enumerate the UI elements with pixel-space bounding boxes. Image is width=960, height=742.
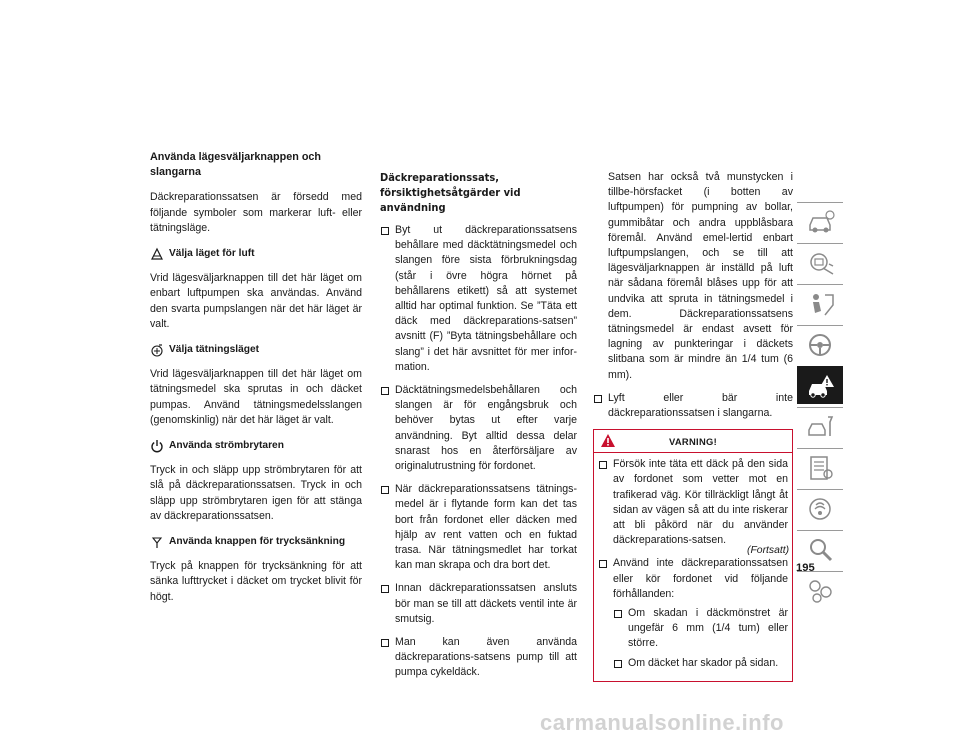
deflate-icon <box>150 535 164 549</box>
paragraph-air-mode: Vrid lägesväljarknappen till det här läget om enbart luftpumpen ska användas. Använd den svarta pumpslangen när det här läget är valt. <box>150 272 362 330</box>
tab-safety[interactable] <box>797 284 843 322</box>
subheading-label: Använda knappen för trycksänkning <box>169 536 346 548</box>
tab-multimedia[interactable] <box>797 489 843 527</box>
tab-car-info[interactable] <box>797 202 843 240</box>
tab-service[interactable] <box>797 407 843 445</box>
left-column <box>150 150 362 615</box>
list-item: Försök inte täta ett däck på den sida av fordonet som vetter mot en trafikerad väg. Kör tillräckligt långt åt sidan av vägen så att du inte riskerar att bli påkörd när du använder däckreparations-satsen. <box>598 457 788 548</box>
list-item: Lyft eller bär inte däckreparationssatsen i slangarna. <box>593 391 793 421</box>
watermark: carmanualsonline.info <box>540 710 784 735</box>
list-item-text: Använd inte däckreparationssatsen eller kör fordonet vid följande förhållanden: <box>613 557 788 600</box>
safety-icon <box>807 291 835 317</box>
service-icon <box>807 414 835 440</box>
sub-list-item: Om skadan i däckmönstret är ungefär 6 mm (1/4 tum) eller större. <box>613 606 788 652</box>
warning-list <box>598 457 788 671</box>
power-icon <box>150 439 164 453</box>
heading-line: Däckreparationssats, <box>380 171 500 184</box>
chapter-tabs <box>797 202 845 612</box>
sealant-mode-icon <box>150 343 164 357</box>
paragraph-sealant-mode: Vrid lägesväljarknappen till det här läget om tätningsmedel ska sprutas in och däcket pumpas. Använd tätningsmedelsslangen (genomskinlig) när det här läget är valt. <box>150 368 362 426</box>
warning-title: VARNING! <box>668 435 718 447</box>
paragraph-deflate: Tryck på knappen för trycksänkning för att sänka lufttrycket i däcket om trycket blivit för högt. <box>150 560 362 603</box>
precautions-heading <box>380 170 577 215</box>
right-column <box>593 170 793 682</box>
sub-list-item: Om däcket har skador på sidan. <box>613 656 788 671</box>
tab-warning-lights[interactable] <box>797 243 843 281</box>
lift-list <box>593 391 793 421</box>
subheading-power <box>150 438 362 453</box>
specifications-icon <box>807 455 835 481</box>
continued-label: (Fortsatt) <box>747 545 790 556</box>
warning-lights-icon <box>807 250 835 276</box>
heading-line: försiktighetsåtgärder vid användning <box>380 186 521 214</box>
list-item: När däckreparationssatsens tätnings-medel är i flytande form kan det tas bort från fordonet eller däcken med hjälp av rent vatten och en fuktad trasa. När tätningsmedlet har torkat kan man skrapa och dra bort det. <box>380 482 577 573</box>
page-number: 195 <box>796 562 815 574</box>
section-heading: Använda lägesväljarknappen och slangarna <box>150 151 322 179</box>
tab-specifications[interactable] <box>797 448 843 486</box>
car-info-icon <box>807 209 835 235</box>
list-item: Däcktätningsmedelsbehållaren och slangen är för engångsbruk och behöver bytas ut efter varje användning. Byt alltid dessa delar snarast hos en återförsäljare av originalutrustning för fordonet. <box>380 383 577 474</box>
sub-list <box>613 606 788 671</box>
list-item <box>598 556 788 670</box>
tab-emergency[interactable] <box>797 366 843 404</box>
continued-paragraph: Satsen har också två munstycken i tillbe-hörsfacket (i botten av luftpumpen) för pumpning av bollar, gummibåtar och andra uppblåsbara föremål. Använd emel-lertid enbart luftpumpslangen, och se till att lägesväljarknappen är inställd på luft när sådana föremål blåses upp för att undvika att spruta in tätningsmedel i dem. Däckreparationssatsens tätningsmedel är endast avsett för lagning av punkteringar i däckets slitbana som är mindre än 1/4 tum (6 mm). <box>608 171 793 381</box>
list-item: Innan däckreparationssatsen ansluts bör man se till att däckets ventil inte är smutsig. <box>380 581 577 627</box>
subheading-air-mode <box>150 246 362 261</box>
steering-wheel-icon <box>807 332 835 358</box>
subheading-deflate <box>150 534 362 549</box>
air-mode-icon <box>150 247 164 261</box>
subheading-label: Använda strömbrytaren <box>169 440 284 452</box>
index-search-icon <box>807 537 835 563</box>
warning-triangle-icon <box>600 433 616 448</box>
subheading-sealant-mode <box>150 342 362 357</box>
precautions-list <box>380 223 577 681</box>
subheading-label: Välja läget för luft <box>169 248 255 260</box>
language-icon <box>807 578 835 604</box>
tab-index[interactable] <box>797 530 843 568</box>
list-item: Byt ut däckreparationssatsens behållare med däcktätningsmedel och slangen före sista förbrukningsdag (står i övre högra hörnet på behållarens etikett) så att systemet alltid har optimal funktion. Se ”Täta ett däck med däckreparations-satsen” avsnitt (F) ”Byta tätningsbehållare och slang” i det här avsnittet för mer infor-mation. <box>380 223 577 375</box>
tab-steering[interactable] <box>797 325 843 363</box>
intro-paragraph: Däckreparationssatsen är försedd med följande symboler som markerar luft- eller tätningsläge. <box>150 191 362 234</box>
multimedia-icon <box>807 496 835 522</box>
tab-language[interactable] <box>797 571 843 609</box>
paragraph-power: Tryck in och släpp upp strömbrytaren för att slå på däckreparationssatsen. Tryck in och släpp upp strömbrytaren igen för att stänga av däckreparationssatsen. <box>150 464 362 522</box>
list-item: Man kan även använda däckreparations-satsens pump till att pumpa cykeldäck. <box>380 635 577 681</box>
subheading-label: Välja tätningsläget <box>169 344 260 356</box>
emergency-icon <box>807 373 835 399</box>
middle-column <box>380 170 577 689</box>
warning-header <box>594 430 792 453</box>
